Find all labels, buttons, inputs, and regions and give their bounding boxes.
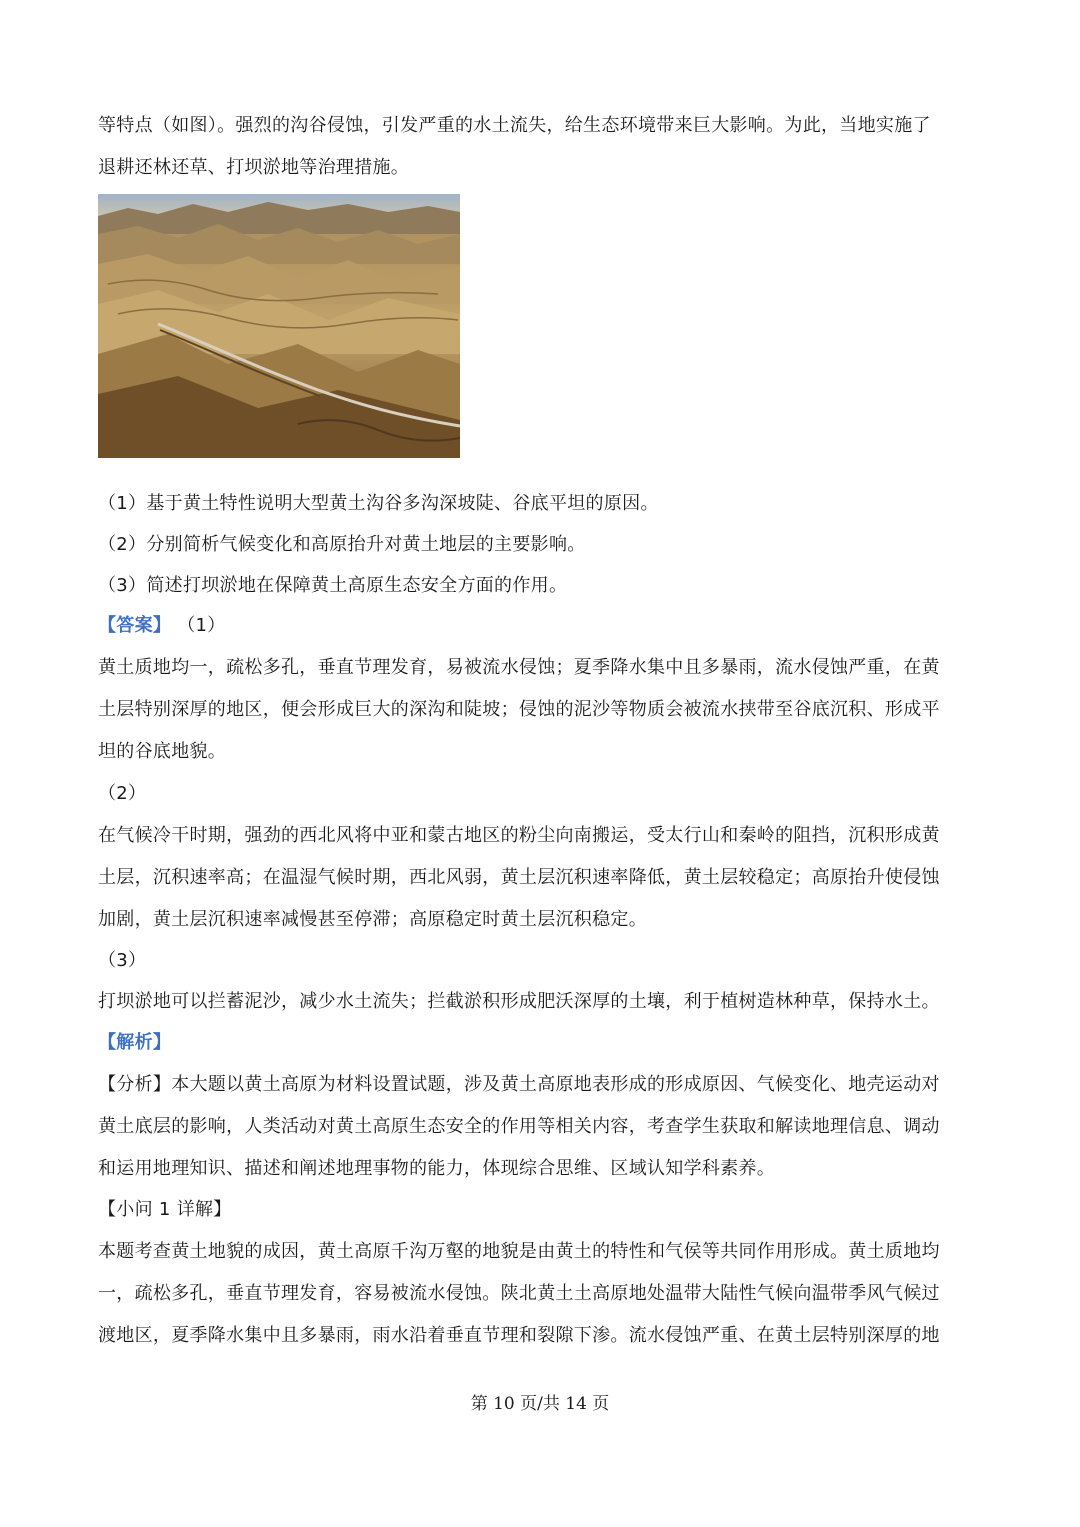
answer-heading [98, 614, 980, 638]
intro-line-1: 等特点（如图）。强烈的沟谷侵蚀，引发严重的水土流失，给生态环境带来巨大影响。为此，当地实施了 [98, 115, 931, 136]
analysis-line-1: 【分析】本大题以黄土高原为材料设置试题，涉及黄土高原地表形成的形成原因、气候变化、地壳运动对 [98, 1074, 940, 1095]
answer-number-2: （2） [98, 783, 147, 804]
answer-2-line-2: 土层，沉积速率高；在温湿气候时期，西北风弱，黄土层沉积速率降低，黄土层较稳定；高原抬升使侵蚀 [98, 867, 940, 888]
answer-number-3: （3） [98, 950, 147, 971]
answer-2-line-1: 在气候冷干时期，强劲的西北风将中亚和蒙古地区的粉尘向南搬运，受太行山和秦岭的阻挡，沉积形成黄 [98, 825, 940, 846]
intro-line-2: 退耕还林还草、打坝淤地等治理措施。 [98, 157, 410, 178]
answer-label: 【答案】 [98, 615, 172, 636]
question-3: （3）简述打坝淤地在保障黄土高原生态安全方面的作用。 [98, 575, 568, 596]
analysis-label: 【解析】 [98, 1032, 172, 1053]
detail-line-3: 渡地区，夏季降水集中且多暴雨，雨水沿着垂直节理和裂隙下渗。流水侵蚀严重、在黄土层特别深厚的地 [98, 1325, 940, 1346]
question-2: （2）分别简析气候变化和高原抬升对黄土地层的主要影响。 [98, 534, 586, 555]
answer-1-line-1: 黄土质地均一，疏松多孔，垂直节理发育，易被流水侵蚀；夏季降水集中且多暴雨，流水侵蚀严重，在黄 [98, 657, 940, 678]
page-footer: 第 10 页/共 14 页 [470, 1394, 610, 1414]
answer-1-line-2: 土层特别深厚的地区，便会形成巨大的深沟和陡坡；侵蚀的泥沙等物质会被流水挟带至谷底沉积、形成平 [98, 699, 940, 720]
answer-number-1: （1） [177, 615, 226, 636]
answer-3-line-1: 打坝淤地可以拦蓄泥沙，减少水土流失；拦截淤积形成肥沃深厚的土壤，利于植树造林种草，保持水土。 [98, 991, 940, 1012]
detail-line-2: 一，疏松多孔，垂直节理发育，容易被流水侵蚀。陕北黄土土高原地处温带大陆性气候向温带季风气候过 [98, 1283, 940, 1304]
answer-1-line-3: 坦的谷底地貌。 [98, 741, 227, 762]
sub-question-1-label: 【小问 1 详解】 [98, 1199, 232, 1220]
detail-line-1: 本题考查黄土地貌的成因，黄土高原千沟万壑的地貌是由黄土的特性和气侯等共同作用形成。黄土质地均 [98, 1241, 940, 1262]
loess-plateau-photo [98, 194, 460, 458]
analysis-line-3: 和运用地理知识、描述和阐述地理事物的能力，体现综合思维、区域认知学科素养。 [98, 1158, 776, 1179]
analysis-line-2: 黄土底层的影响，人类活动对黄土高原生态安全的作用等相关内容，考查学生获取和解读地理信息、调动 [98, 1116, 940, 1137]
answer-2-line-3: 加剧，黄土层沉积速率减慢甚至停滞；高原稳定时黄土层沉积稳定。 [98, 909, 647, 930]
question-1: （1）基于黄土特性说明大型黄土沟谷多沟深坡陡、谷底平坦的原因。 [98, 493, 659, 514]
